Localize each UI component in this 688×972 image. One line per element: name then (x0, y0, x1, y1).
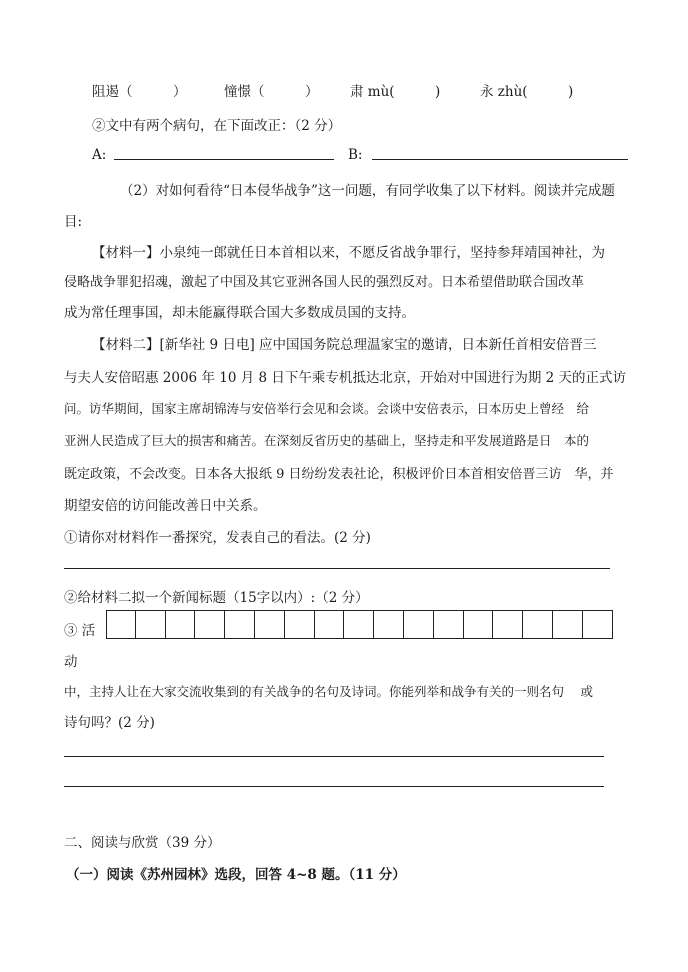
question-fix-sentences: ②文中有两个病句，在下面改正：（2 分） (92, 118, 342, 134)
material-2-line-4: 亚洲人民造成了巨大的损害和痛苦。在深刻反省历史的基础上，坚持走和平发展道路是日 本的 (64, 433, 590, 448)
question-headline: ②给材料二拟一个新闻标题（15字以内）:（2 分） (64, 590, 369, 606)
grid-cell[interactable] (464, 610, 494, 639)
section-2-heading: 二、阅读与欣赏（39 分） (64, 835, 221, 851)
vocab-item-3: 肃 mù( ) (350, 84, 441, 100)
material-2-line-6: 期望安倍的访问能改善日中关系。 (64, 498, 267, 514)
material-1-line-1: 【材料一】小泉纯一郎就任日本首相以来，不愿反省战争罪行，坚持参拜靖国神社，为 (92, 245, 605, 261)
grid-cell[interactable] (404, 610, 434, 639)
poem-answer-line-2[interactable] (64, 786, 604, 787)
question-explore: ①请你对材料作一番探究，发表自己的看法。(2 分) (64, 530, 371, 546)
grid-cell[interactable] (493, 610, 523, 639)
poem-answer-line-1[interactable] (64, 756, 604, 757)
intro-line-1: （2）对如何看待“日本侵华战争”这一问题，有同学收集了以下材料。阅读并完成题 (120, 183, 615, 199)
grid-cell[interactable] (285, 610, 315, 639)
grid-cell[interactable] (106, 610, 136, 639)
material-2-line-1: 【材料二】[新华社 9 日电] 应中国国务院总理温家宝的邀请，日本新任首相安倍晋三 (92, 337, 597, 353)
question-3-label-continued: 动 (64, 654, 78, 670)
grid-cell[interactable] (523, 610, 553, 639)
material-2-line-5: 既定政策，不会改变。日本各大报纸 9 日纷纷发表社论，积极评价日本首相安倍晋三访 华，并 (64, 467, 614, 482)
answer-b-line[interactable] (372, 159, 628, 160)
grid-cell[interactable] (553, 610, 583, 639)
grid-cell[interactable] (255, 610, 285, 639)
question-3-label: ③ 活 (64, 623, 96, 639)
material-1-line-2: 侵略战争罪犯招魂，激起了中国及其它亚洲各国人民的强烈反对。日本希望借助联合国改革 (64, 275, 585, 290)
material-2-line-3: 问。访华期间，国家主席胡锦涛与安倍举行会见和会谈。会谈中安倍表示，日本历史上曾经 给 (64, 401, 590, 416)
material-2-line-2: 与夫人安倍昭惠 2006 年 10 月 8 日下午乘专机抵达北京，开始对中国进行为期 2 天的正式访 (64, 370, 627, 386)
explore-answer-line[interactable] (64, 568, 610, 569)
question-3-line-2: 诗句吗？(2 分) (64, 715, 155, 731)
vocab-item-4: 永 zhù( ) (480, 84, 574, 100)
grid-cell[interactable] (166, 610, 196, 639)
grid-cell[interactable] (434, 610, 464, 639)
subsection-1-heading: （一）阅读《苏州园林》选段，回答 4~8 题。（11 分） (66, 867, 406, 883)
answer-a-line[interactable] (114, 159, 334, 160)
grid-cell[interactable] (583, 610, 613, 639)
vocab-item-1: 阻遏（ ） (92, 84, 187, 100)
grid-cell[interactable] (344, 610, 374, 639)
intro-line-2: 目: (64, 214, 83, 230)
grid-cell[interactable] (225, 610, 255, 639)
grid-cell[interactable] (315, 610, 345, 639)
vocab-item-2: 憧憬（ ） (224, 84, 319, 100)
headline-answer-grid[interactable] (106, 610, 613, 639)
question-3-line-1: 中，主持人让在大家交流收集到的有关战争的名句及诗词。你能列举和战争有关的一则名句 或 (64, 684, 593, 699)
grid-cell[interactable] (136, 610, 166, 639)
answer-a-label: A: (92, 147, 107, 163)
grid-cell[interactable] (374, 610, 404, 639)
material-1-line-3: 成为常任理事国，却未能赢得联合国大多数成员国的支持。 (64, 305, 415, 321)
answer-b-label: B: (348, 147, 363, 163)
grid-cell[interactable] (195, 610, 225, 639)
